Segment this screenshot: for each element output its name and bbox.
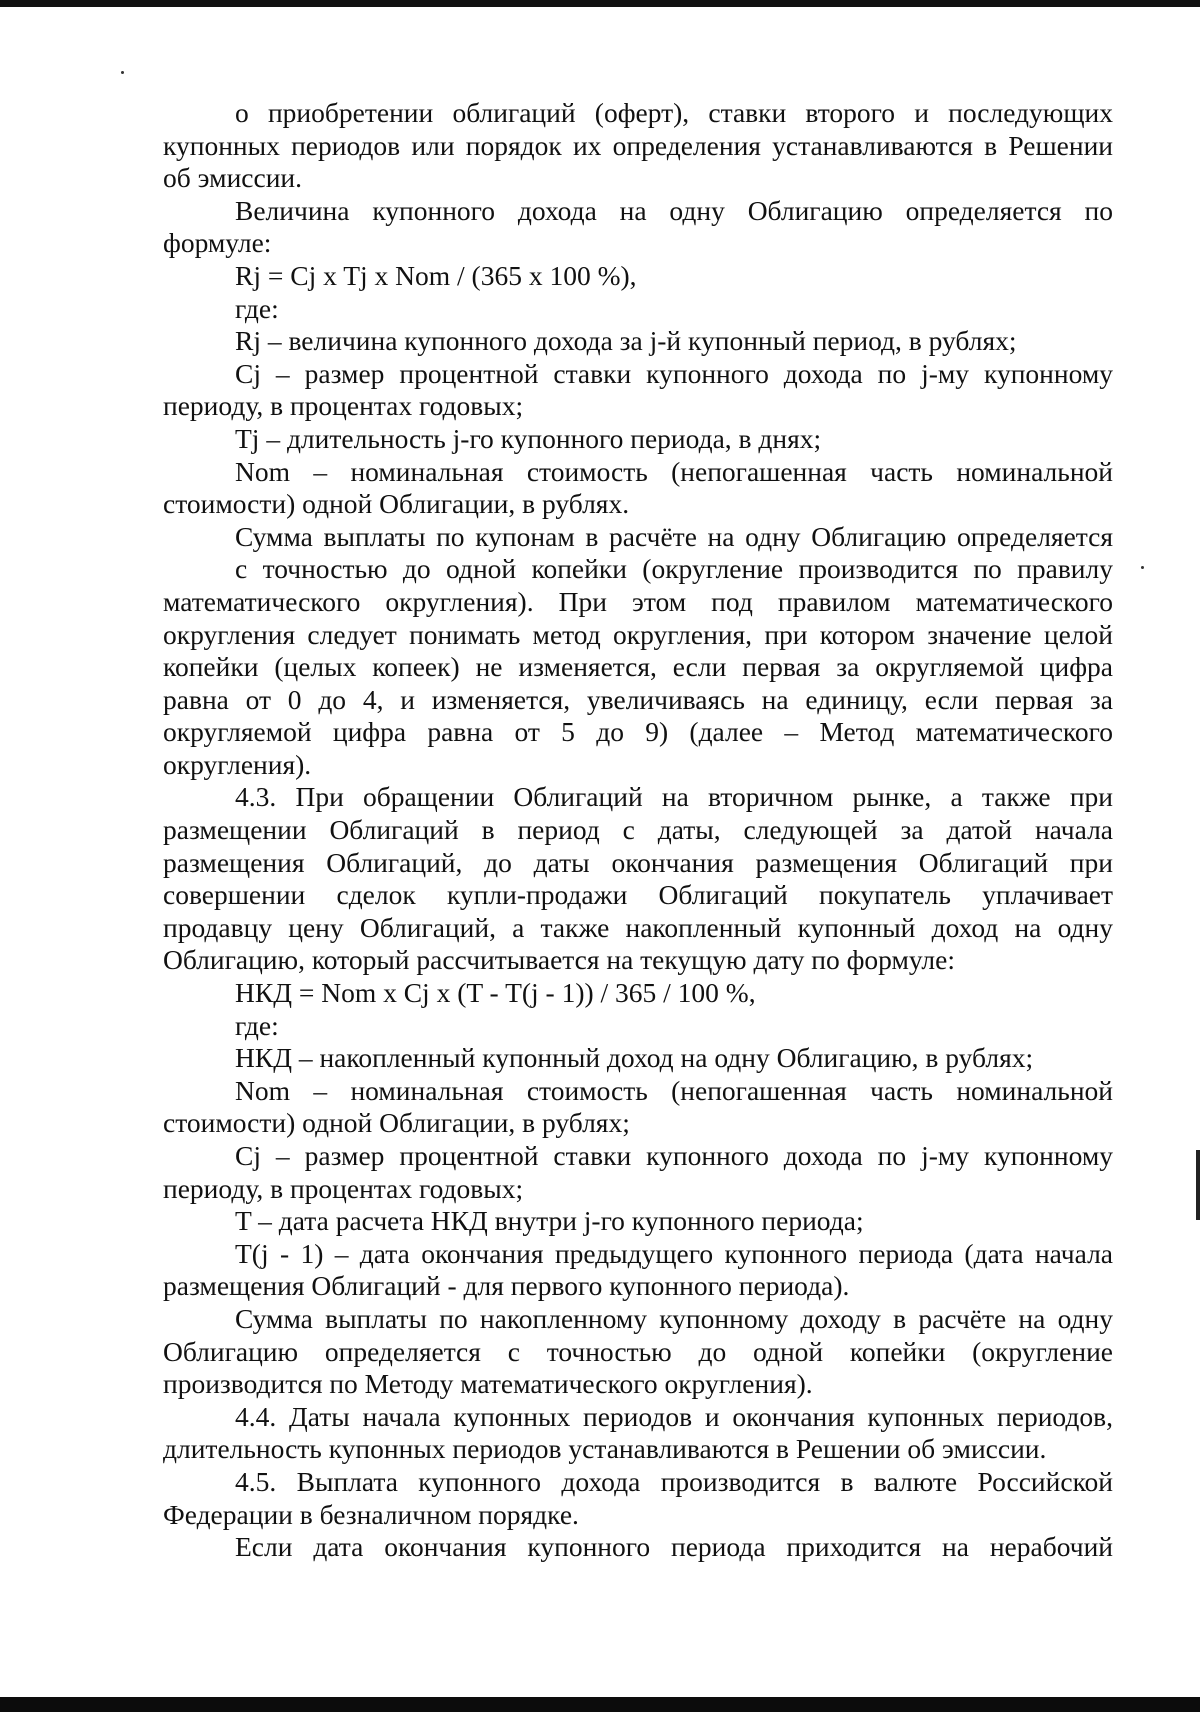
paragraph-line: Облигацию определяется с точностью до одной копейки (округление: [163, 1335, 1113, 1367]
paragraph-line: округления следует понимать метод округления, при котором значение целой: [163, 618, 1113, 650]
paragraph-line: размещения Облигаций - для первого купонного периода).: [163, 1270, 850, 1302]
paragraph-line: округляемой цифра равна от 5 до 9) (далее – Метод математического: [163, 716, 1113, 748]
scan-speck: [1141, 566, 1144, 569]
paragraph-line: периоду, в процентах годовых;: [163, 390, 524, 422]
paragraph-line: равна от 0 до 4, и изменяется, увеличиваясь на единицу, если первая за: [163, 683, 1113, 715]
definition-nkd: НКД – накопленный купонный доход на одну Облигацию, в рублях;: [235, 1042, 1034, 1074]
definition-cj: Cj – размер процентной ставки купонного дохода по j-му купонному: [235, 357, 1113, 389]
paragraph-line: размещения Облигаций, до даты окончания размещения Облигаций при: [163, 846, 1113, 878]
formula-rj: Rj = Cj x Tj x Nom / (365 x 100 %),: [235, 259, 637, 291]
scan-bottom-border: [0, 1697, 1200, 1712]
paragraph: о приобретении облигаций (оферт), ставки второго и последующих: [235, 97, 1113, 128]
section-4-4: 4.4. Даты начала купонных периодов и окончания купонных периодов,: [235, 1400, 1113, 1432]
definition-nom: Nom – номинальная стоимость (непогашенная часть номинальной: [235, 1074, 1113, 1106]
section-4-5: 4.5. Выплата купонного дохода производится в валюте Российской: [235, 1465, 1113, 1497]
definition-tj: Tj – длительность j-го купонного периода, в днях;: [235, 422, 822, 454]
paragraph-line: Федерации в безналичном порядке.: [163, 1498, 579, 1530]
paragraph: с точностью до одной копейки (округление производится по правилу: [235, 553, 1113, 585]
definition-t: T – дата расчета НКД внутри j-го купонного периода;: [235, 1205, 864, 1237]
paragraph-line: формуле:: [163, 227, 272, 259]
scan-top-gap: [0, 7, 1200, 10]
paragraph-line: периоду, в процентах годовых;: [163, 1172, 524, 1204]
paragraph: Если дата окончания купонного периода приходится на нерабочий: [235, 1531, 1113, 1563]
paragraph-line: копейки (целых копеек) не изменяется, если первая за округляемой цифра: [163, 651, 1113, 683]
scan-speck: [121, 71, 124, 74]
paragraph-line: размещении Облигаций в период с даты, следующей за датой начала: [163, 814, 1113, 846]
paragraph: Сумма выплаты по купонам в расчёте на одну Облигацию определяется: [235, 520, 1113, 552]
paragraph: Сумма выплаты по накопленному купонному доходу в расчёте на одну: [235, 1302, 1113, 1334]
paragraph-line: совершении сделок купли-продажи Облигаций покупатель уплачивает: [163, 879, 1113, 911]
section-4-3: 4.3. При обращении Облигаций на вторичном рынке, а также при: [235, 781, 1113, 813]
definition-cj: Cj – размер процентной ставки купонного дохода по j-му купонному: [235, 1140, 1113, 1171]
formula-nkd: НКД = Nom x Cj x (T - T(j - 1)) / 365 / 100 %,: [235, 977, 756, 1009]
paragraph-line: округления).: [163, 748, 312, 780]
definition-nom: Nom – номинальная стоимость (непогашенная часть номинальной: [235, 455, 1113, 487]
scan-right-edge: [1196, 1150, 1200, 1220]
paragraph: Величина купонного дохода на одну Облигацию определяется по: [235, 194, 1113, 226]
definition-t-prev: T(j - 1) – дата окончания предыдущего купонного периода (дата начала: [235, 1237, 1113, 1269]
definition-rj: Rj – величина купонного дохода за j-й купонный период, в рублях;: [235, 325, 1017, 357]
paragraph-line: стоимости) одной Облигации, в рублях.: [163, 488, 630, 520]
paragraph-line: об эмиссии.: [163, 162, 303, 194]
paragraph-line: математического округления). При этом под правилом математического: [163, 585, 1113, 617]
paragraph-line: производится по Методу математического округления).: [163, 1368, 813, 1400]
paragraph-line: Облигацию, который рассчитывается на текущую дату по формуле:: [163, 944, 955, 976]
paragraph-line: длительность купонных периодов устанавливаются в Решении об эмиссии.: [163, 1433, 1047, 1465]
paragraph-line: продавцу цену Облигаций, а также накопленный купонный доход на одну: [163, 911, 1113, 943]
document-page: [163, 97, 1113, 1564]
paragraph-line: купонных периодов или порядок их определения устанавливаются в Решении: [163, 129, 1113, 161]
where-label: где:: [235, 292, 279, 324]
where-label: где:: [235, 1009, 279, 1041]
scan-top-border: [0, 0, 1200, 7]
paragraph-line: стоимости) одной Облигации, в рублях;: [163, 1107, 630, 1139]
